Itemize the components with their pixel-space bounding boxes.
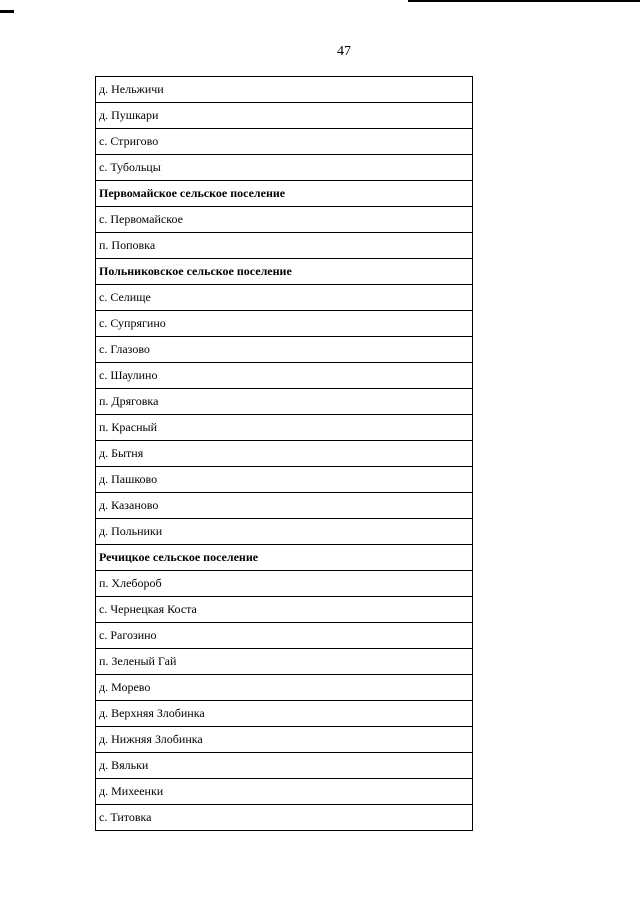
settlement-name: с. Чернецкая Коста — [96, 597, 473, 623]
settlement-row — [96, 311, 473, 337]
settlement-name: с. Селище — [96, 285, 473, 311]
settlement-name: с. Супрягино — [96, 311, 473, 337]
settlement-name: п. Дряговка — [96, 389, 473, 415]
settlement-name: д. Пашково — [96, 467, 473, 493]
settlement-row — [96, 233, 473, 259]
settlement-row — [96, 415, 473, 441]
settlement-row — [96, 727, 473, 753]
settlement-row — [96, 623, 473, 649]
scan-edge-mark-top — [408, 0, 640, 2]
settlement-row — [96, 805, 473, 831]
settlement-name: п. Поповка — [96, 233, 473, 259]
settlement-group-name: Польниковское сельское поселение — [96, 259, 473, 285]
settlement-name: с. Стригово — [96, 129, 473, 155]
settlement-name: д. Бытня — [96, 441, 473, 467]
settlement-row — [96, 753, 473, 779]
settlement-name: д. Польники — [96, 519, 473, 545]
settlement-name: с. Глазово — [96, 337, 473, 363]
settlement-row — [96, 493, 473, 519]
settlement-row — [96, 571, 473, 597]
settlement-name: д. Михеенки — [96, 779, 473, 805]
settlement-group-name: Речицкое сельское поселение — [96, 545, 473, 571]
settlement-name: с. Рагозино — [96, 623, 473, 649]
settlement-row — [96, 129, 473, 155]
settlement-name: д. Верхняя Злобинка — [96, 701, 473, 727]
settlement-group-row — [96, 545, 473, 571]
settlement-name: п. Зеленый Гай — [96, 649, 473, 675]
settlement-row — [96, 597, 473, 623]
settlements-table — [95, 76, 473, 831]
settlement-row — [96, 389, 473, 415]
settlement-row — [96, 103, 473, 129]
settlement-name: с. Титовка — [96, 805, 473, 831]
settlement-name: д. Вяльки — [96, 753, 473, 779]
settlement-row — [96, 285, 473, 311]
settlement-name: д. Пушкари — [96, 103, 473, 129]
settlement-row — [96, 779, 473, 805]
settlement-row — [96, 675, 473, 701]
settlement-name: д. Казаново — [96, 493, 473, 519]
settlement-name: с. Первомайское — [96, 207, 473, 233]
settlement-row — [96, 467, 473, 493]
settlement-row — [96, 649, 473, 675]
settlement-name: д. Морево — [96, 675, 473, 701]
page-number: 47 — [337, 44, 351, 59]
settlement-name: д. Нельжичи — [96, 77, 473, 103]
settlement-name: д. Нижняя Злобинка — [96, 727, 473, 753]
settlement-name: п. Красный — [96, 415, 473, 441]
settlement-row — [96, 337, 473, 363]
settlements-table-body — [96, 77, 473, 831]
settlement-row — [96, 701, 473, 727]
settlement-group-row — [96, 181, 473, 207]
settlement-group-name: Первомайское сельское поселение — [96, 181, 473, 207]
settlement-name: с. Тубольцы — [96, 155, 473, 181]
settlement-name: п. Хлебороб — [96, 571, 473, 597]
settlement-row — [96, 441, 473, 467]
settlement-row — [96, 519, 473, 545]
settlement-group-row — [96, 259, 473, 285]
scan-edge-mark-left — [0, 10, 14, 13]
settlement-name: с. Шаулино — [96, 363, 473, 389]
settlement-row — [96, 77, 473, 103]
settlement-row — [96, 363, 473, 389]
settlement-row — [96, 155, 473, 181]
settlement-row — [96, 207, 473, 233]
